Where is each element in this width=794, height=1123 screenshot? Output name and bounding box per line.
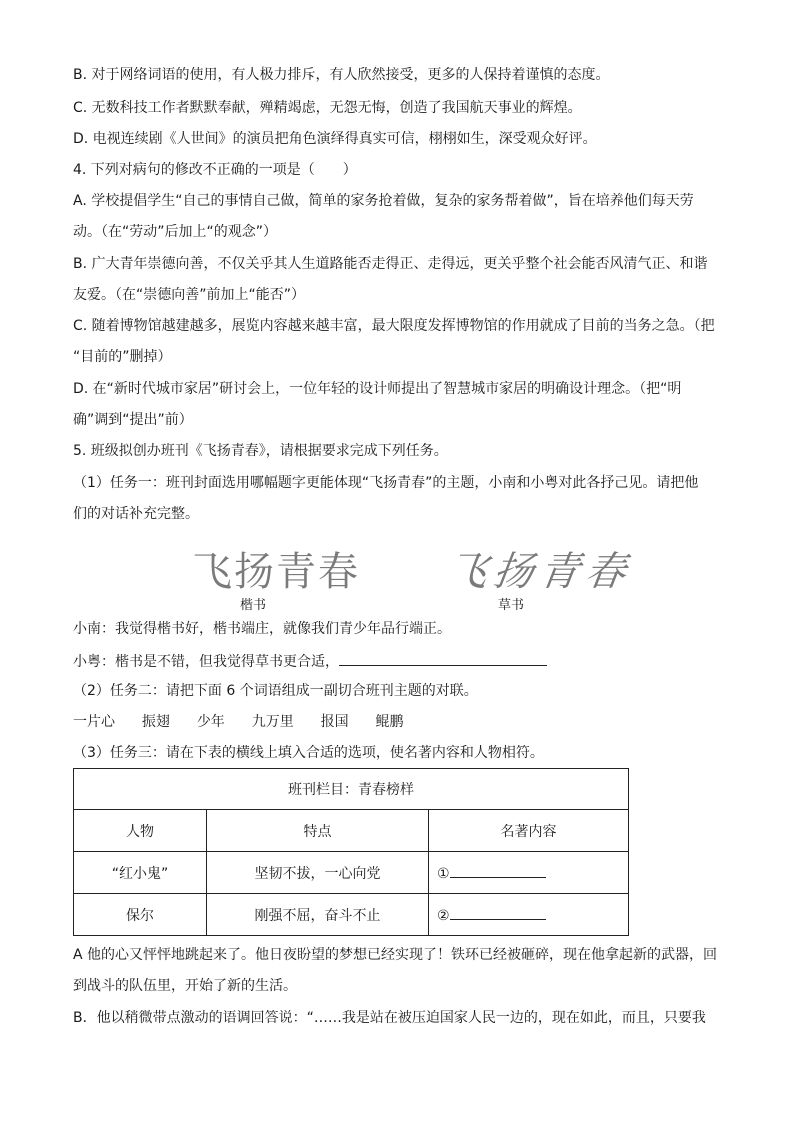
table-header: 人物 <box>74 810 207 852</box>
word-item: 少年 <box>196 714 225 730</box>
q4-option-a-line2: 动。（在“劳动”后加上“的观念”） <box>73 224 278 240</box>
table-cell-content <box>429 894 629 936</box>
q4-option-a-line1: A. 学校提倡学生“自己的事情自己做，简单的家务抢着做，复杂的家务帮着做”，旨在培养他们每天劳 <box>73 193 694 209</box>
xiaoyue-dialog-text: 小粤：楷书是不错，但我觉得草书更合适， <box>73 654 339 670</box>
question-5-stem: 5. 班级拟创办班刊《飞扬青春》，请根据要求完成下列任务。 <box>73 443 448 459</box>
q4-option-c-line1: C. 随着博物馆越建越多，展览内容越来越丰富，最大限度发挥博物馆的作用就成了目前的当务之急。（把 <box>73 318 715 334</box>
option-d-line: D. 电视连续剧《人世间》的演员把角色演绎得真实可信，栩栩如生，深受观众好评。 <box>73 131 597 147</box>
xiaoyue-dialog <box>73 651 547 671</box>
q4-option-c-line2: “目前的”删掉） <box>73 349 172 365</box>
word-item: 九万里 <box>251 714 294 730</box>
table-cell-trait: 刚强不屈，奋斗不止 <box>207 894 429 936</box>
table-header: 特点 <box>207 810 429 852</box>
answer-blank[interactable] <box>450 863 546 878</box>
table-row <box>74 852 629 894</box>
word-item: 一片心 <box>73 714 115 730</box>
xiaonan-dialog: 小南：我觉得楷书好，楷书端庄，就像我们青少年品行端正。 <box>73 621 451 637</box>
table-cell-content <box>429 852 629 894</box>
table-header: 名著内容 <box>429 810 629 852</box>
task2-text: （2）任务二：请把下面 6 个词语组成一副切合班刊主题的对联。 <box>73 683 478 699</box>
q4-option-d-line2: 确”调到“提出”前） <box>73 412 193 428</box>
kaishu-calligraphy-image: 飞扬青春 <box>192 549 360 595</box>
answer-blank[interactable] <box>339 651 547 666</box>
excerpt-a-line1: A 他的心又怦怦地跳起来了。他日夜盼望的梦想已经实现了！铁环已经被砸碎，现在他拿起新的武器，回 <box>73 947 718 963</box>
word-list <box>73 713 404 731</box>
option-c-line: C. 无数科技工作者默默奉献，殚精竭虑，无怨无悔，创造了我国航天事业的辉煌。 <box>73 100 582 116</box>
table-cell-person: 保尔 <box>74 894 207 936</box>
caoshu-calligraphy-image: 飞扬青春 <box>444 549 635 595</box>
blank-number: ① <box>437 866 450 882</box>
q4-option-b-line2: 友爱。（在“崇德向善”前加上“能否”） <box>73 287 306 303</box>
word-item: 鲲鹏 <box>375 714 404 730</box>
table-cell-trait: 坚韧不拔，一心向党 <box>207 852 429 894</box>
kaishu-caption: 楷书 <box>240 598 267 613</box>
task1-line2: 们的对话补充完整。 <box>73 506 199 522</box>
table-title: 班刊栏目：青春榜样 <box>74 769 629 810</box>
question-4-stem: 4. 下列对病句的修改不正确的一项是（ ） <box>73 162 357 178</box>
blank-number: ② <box>437 908 450 924</box>
table-row <box>74 894 629 936</box>
task3-text: （3）任务三：请在下表的横线上填入合适的选项，使名著内容和人物相符。 <box>73 745 544 761</box>
excerpt-b-line1: B．他以稍微带点激动的语调回答说：“……我是站在被压迫国家人民一边的，现在如此，而且，只要我 <box>73 1010 706 1026</box>
excerpt-a-line2: 到战斗的队伍里，开始了新的生活。 <box>73 978 297 994</box>
q4-option-b-line1: B. 广大青年崇德向善，不仅关乎其人生道路能否走得正、走得远，更关乎整个社会能否风清气正、和谐 <box>73 256 708 272</box>
word-item: 报国 <box>320 714 349 730</box>
table-cell-person: “红小鬼” <box>74 852 207 894</box>
task1-line1: （1）任务一：班刊封面选用哪幅题字更能体现“飞扬青春”的主题，小南和小粤对此各抒己见。请把他 <box>73 475 699 491</box>
q4-option-d-line1: D. 在“新时代城市家居”研讨会上，一位年轻的设计师提出了智慧城市家居的明确设计理念。（把“明 <box>73 381 682 397</box>
option-b-line: B. 对于网络词语的使用，有人极力排斥，有人欣然接受，更多的人保持着谨慎的态度。 <box>73 67 610 83</box>
caoshu-caption: 草书 <box>498 598 525 613</box>
role-model-table <box>73 768 629 936</box>
answer-blank[interactable] <box>450 905 546 920</box>
word-item: 振翅 <box>141 714 170 730</box>
